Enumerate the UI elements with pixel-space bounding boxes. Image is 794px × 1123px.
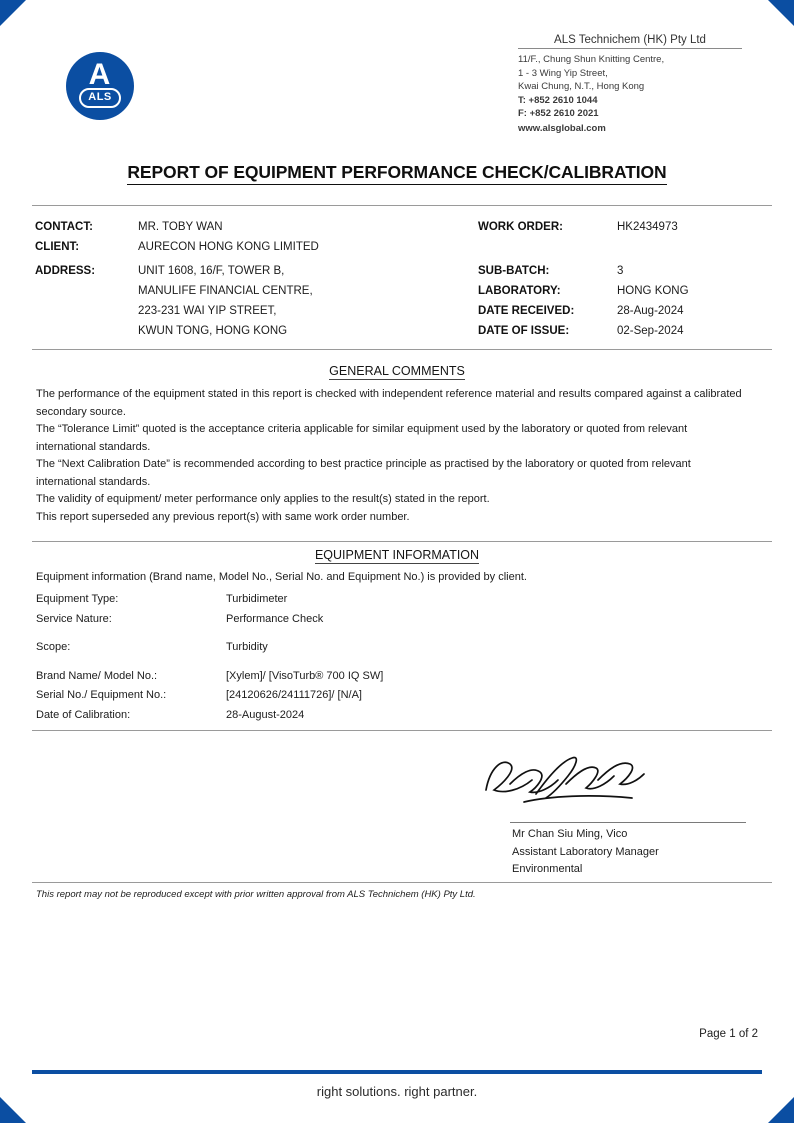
row-spacer [36, 658, 748, 667]
logo-letter: A [88, 58, 112, 91]
address-line-3: Kwai Chung, N.T., Hong Kong [518, 81, 645, 92]
signatory-details [512, 826, 659, 879]
address-line-2: 1 - 3 Wing Yip Street, [518, 67, 608, 79]
brand-model-label: Brand Name/ Model No.: [36, 669, 158, 682]
company-name: ALS Technichem (HK) Pty Ltd [518, 34, 742, 49]
footer-accent-bar [32, 1070, 762, 1074]
divider-footnote [32, 882, 772, 883]
table-row [36, 590, 748, 610]
corner-decoration-bottom-left [0, 1097, 26, 1123]
general-comment-paragraph-4: The validity of equipment/ meter performance only applies to the result(s) stated in the report. [36, 493, 490, 505]
laboratory-value: HONG KONG [617, 285, 689, 297]
equipment-type-value: Turbidimeter [226, 593, 288, 605]
date-of-calibration-value: 28-August-2024 [226, 708, 305, 721]
general-comment-paragraph-5: This report superseded any previous report(s) with same work order number. [36, 510, 410, 523]
page-number: Page 1 of 2 [699, 1028, 758, 1040]
footer-tagline: right solutions. right partner. [316, 1084, 478, 1099]
page-title [0, 162, 794, 183]
logo-circle-icon [66, 52, 134, 120]
company-address-block [518, 34, 742, 135]
general-comment-paragraph-3: The “Next Calibration Date” is recommended according to best practice principle as practised by the laboratory or quoted from relevant international standards. [36, 458, 691, 488]
table-row [36, 706, 748, 726]
address-label: ADDRESS: [35, 265, 96, 277]
table-row [36, 686, 748, 706]
date-of-calibration-label: Date of Calibration: [36, 708, 131, 721]
document-header [0, 34, 794, 144]
sub-batch-value: 3 [617, 265, 624, 277]
general-comment-paragraph-1: The performance of the equipment stated in this report is checked with independent reference material and results compared against a calibrated secondary source. [36, 388, 742, 418]
company-fax: F: +852 2610 2021 [518, 108, 599, 119]
section-heading-equipment-information [0, 548, 794, 562]
date-received-label: DATE RECEIVED: [478, 305, 575, 317]
section-heading-general-comments [0, 364, 794, 378]
brand-model-value: [Xylem]/ [VisoTurb® 700 IQ SW] [226, 669, 384, 682]
scope-label: Scope: [36, 641, 71, 653]
general-comments-body [36, 386, 748, 526]
section-heading-equipment-information-text: EQUIPMENT INFORMATION [314, 548, 480, 562]
signatory-department: Environmental [512, 863, 583, 875]
scope-value: Turbidity [226, 641, 268, 653]
equipment-type-label: Equipment Type: [36, 593, 119, 605]
address-value-3: 223-231 WAI YIP STREET, [138, 305, 277, 317]
work-order-value: HK2434973 [617, 221, 678, 233]
divider-top [32, 205, 772, 206]
address-value-4: KWUN TONG, HONG KONG [138, 325, 288, 337]
work-order-label: WORK ORDER: [478, 221, 563, 233]
date-of-issue-label: DATE OF ISSUE: [478, 325, 570, 337]
service-nature-value: Performance Check [226, 612, 324, 625]
laboratory-label: LABORATORY: [478, 285, 561, 297]
date-received-value: 28-Aug-2024 [617, 305, 684, 317]
divider-general-comments [32, 349, 772, 350]
divider-signature [32, 730, 772, 731]
client-value: AURECON HONG KONG LIMITED [138, 241, 319, 253]
service-nature-label: Service Nature: [36, 612, 112, 625]
date-of-issue-value: 02-Sep-2024 [617, 325, 684, 337]
corner-decoration-top-right [768, 0, 794, 26]
signature-block [0, 742, 794, 882]
page-title-text: REPORT OF EQUIPMENT PERFORMANCE CHECK/CALIBRATION [127, 162, 666, 185]
signatory-position: Assistant Laboratory Manager [512, 845, 659, 858]
serial-equipment-label: Serial No./ Equipment No.: [36, 689, 167, 701]
corner-decoration-bottom-right [768, 1097, 794, 1123]
table-row [36, 638, 748, 658]
signatory-name: Mr Chan Siu Ming, Vico [512, 828, 628, 840]
als-logo [66, 52, 134, 120]
contact-label: CONTACT: [35, 221, 93, 233]
address-line-1: 11/F., Chung Shun Knitting Centre, [518, 54, 665, 65]
equipment-information-table [36, 590, 748, 725]
company-website[interactable]: www.alsglobal.com [518, 122, 606, 134]
sub-batch-label: SUB-BATCH: [478, 265, 550, 277]
equipment-information-intro: Equipment information (Brand name, Model No., Serial No. and Equipment No.) is provided by client. [36, 571, 527, 583]
address-value-1: UNIT 1608, 16/F, TOWER B, [138, 265, 285, 277]
address-value-2: MANULIFE FINANCIAL CENTRE, [138, 285, 313, 297]
reproduction-footnote: This report may not be reproduced except with prior written approval from ALS Technichem (HK) Pty Ltd. [36, 889, 476, 900]
divider-equipment-information [32, 541, 772, 542]
logo-wordmark: ALS [88, 91, 112, 103]
serial-equipment-value: [24120626/24111726]/ [N/A] [226, 689, 362, 701]
row-spacer [36, 629, 748, 638]
signature-line [510, 822, 746, 823]
table-row [36, 610, 748, 630]
table-row [36, 667, 748, 687]
general-comment-paragraph-2: The “Tolerance Limit” quoted is the acceptance criteria applicable for similar equipment used by the laboratory or quoted from relevant international standards. [36, 423, 688, 453]
contact-value: MR. TOBY WAN [138, 221, 223, 233]
section-heading-general-comments-text: GENERAL COMMENTS [329, 364, 465, 378]
signature-image [480, 750, 650, 814]
client-label: CLIENT: [35, 241, 80, 253]
company-phone: T: +852 2610 1044 [518, 94, 598, 106]
corner-decoration-top-left [0, 0, 26, 26]
